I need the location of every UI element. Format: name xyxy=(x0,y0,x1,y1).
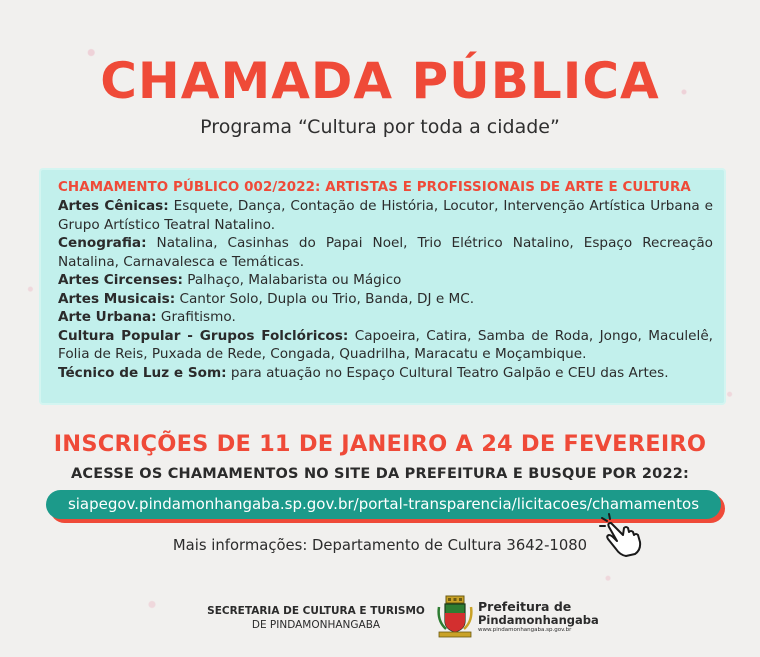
more-info: Mais informações: Departamento de Cultura 3642-1080 xyxy=(172,537,588,554)
category-entry xyxy=(58,197,713,234)
category-label: Artes Musicais: xyxy=(58,290,176,307)
category-label: Cenografia: xyxy=(58,235,147,251)
category-label: Artes Circenses: xyxy=(58,272,183,288)
registration-dates: INSCRIÇÕES DE 11 DE JANEIRO A 24 DE FEVEREIRO xyxy=(53,431,707,457)
page-title: CHAMADA PÚBLICA xyxy=(100,52,660,110)
secretaria-line2: DE PINDAMONHANGABA xyxy=(251,619,381,631)
category-description: Esquete, Dança, Contação de História, Locutor, Intervenção Artística Urbana e Grupo Artístico Teatral Natalino. xyxy=(58,198,713,233)
secretaria-logo-text xyxy=(196,604,436,632)
category-description: Grafitismo. xyxy=(156,309,236,325)
category-entry xyxy=(58,364,713,383)
category-description: Capoeira, Catira, Samba de Roda, Jongo, Maculelê, Folia de Reis, Puxada de Rede, Congada, Quadrilha, Maracatu e Moçambique. xyxy=(58,327,714,362)
chamamento-heading: CHAMAMENTO PÚBLICO 002/2022: ARTISTAS E PROFISSIONAIS DE ARTE E CULTURA xyxy=(58,180,691,195)
secretaria-line1: SECRETARIA DE CULTURA E TURISMO xyxy=(207,605,425,617)
access-instructions: ACESSE OS CHAMAMENTOS NO SITE DA PREFEITURA E BUSQUE POR 2022: xyxy=(70,466,690,482)
category-entry xyxy=(58,234,713,271)
chamamentos-link[interactable]: siapegov.pindamonhangaba.sp.gov.br/portal-transparencia/licitacoes/chamamentos xyxy=(46,490,721,519)
category-label: Arte Urbana: xyxy=(58,309,157,325)
category-label: Técnico de Luz e Som: xyxy=(58,364,227,381)
program-subtitle: Programa “Cultura por toda a cidade” xyxy=(200,116,560,138)
category-label: Cultura Popular - Grupos Folclóricos: xyxy=(58,327,349,344)
prefeitura-line1: Prefeitura de xyxy=(478,599,572,614)
category-entry xyxy=(58,327,713,364)
prefeitura-site: www.pindamonhangaba.sp.gov.br xyxy=(478,627,572,633)
categories-list xyxy=(58,179,713,382)
category-label: Artes Cênicas: xyxy=(58,198,169,214)
prefeitura-logo-text xyxy=(478,599,599,634)
municipal-crest-icon xyxy=(436,595,474,639)
category-entry xyxy=(58,308,713,327)
category-description: Natalina, Casinhas do Papai Noel, Trio Elétrico Natalino, Espaço Recreação Natalina, Carnavalesca e Temáticas. xyxy=(58,235,713,270)
prefeitura-line2: Pindamonhangaba xyxy=(478,613,599,627)
category-description: Palhaço, Malabarista ou Mágico xyxy=(182,272,402,288)
category-entry xyxy=(58,290,713,309)
category-description: para atuação no Espaço Cultural Teatro Galpão e CEU das Artes. xyxy=(226,364,669,381)
categories-panel xyxy=(41,170,724,403)
category-entry xyxy=(58,271,713,290)
category-description: Cantor Solo, Dupla ou Trio, Banda, DJ e MC. xyxy=(175,290,475,307)
